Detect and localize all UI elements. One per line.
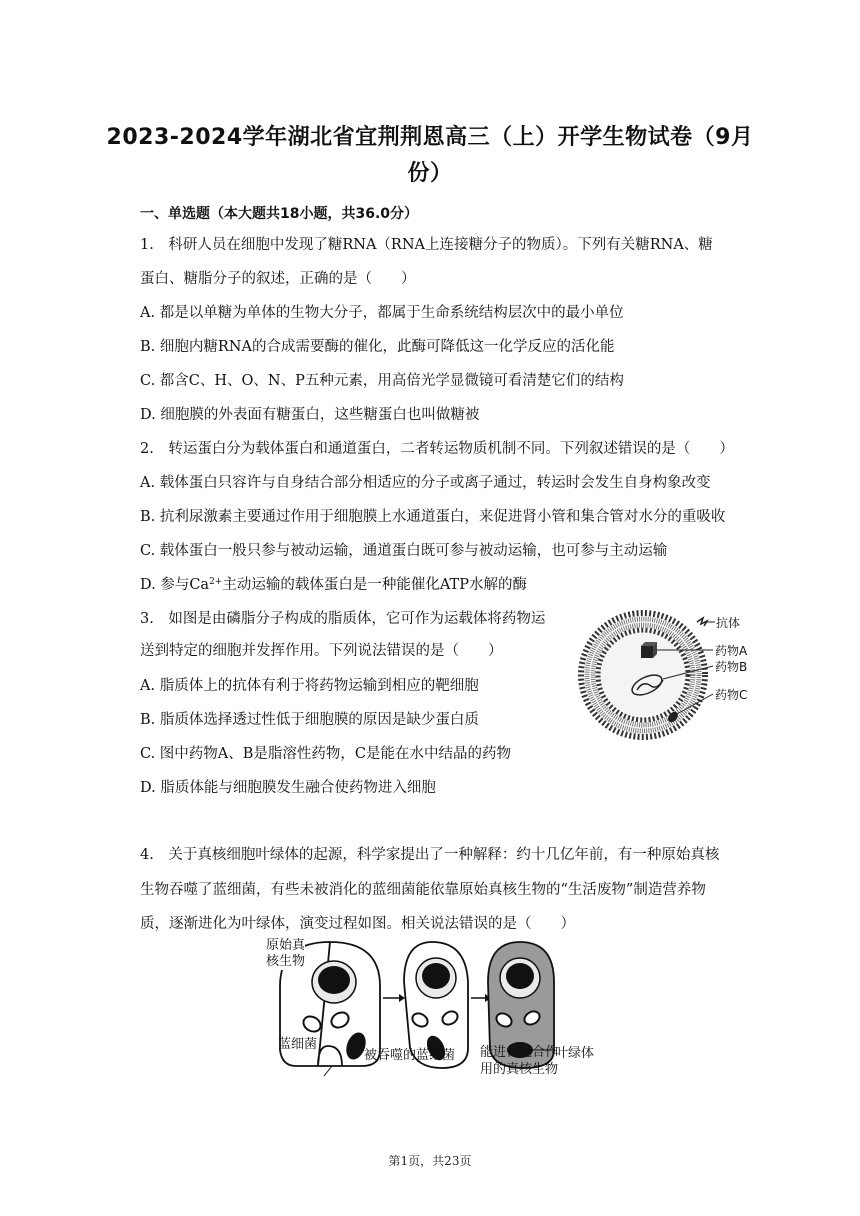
question-4-stem-line-2: 生物吞噬了蓝细菌，有些未被消化的蓝细菌能依靠原始真核生物的“生活废物”制造营养物 — [140, 882, 706, 898]
question-3-option-c: C. 图中药物A、B是脂溶性药物，C是能在水中结晶的药物 — [140, 746, 512, 762]
question-3-stem-line-1: 3. 如图是由磷脂分子构成的脂质体，它可作为运载体将药物运 — [140, 611, 546, 627]
question-2-option-b: B. 抗利尿激素主要通过作用于细胞膜上水通道蛋白，来促进肾小管和集合管对水分的重吸收 — [140, 509, 726, 525]
label-primitive-eukaryote-line-1: 原始真 — [266, 938, 306, 953]
label-photosynthetic-eukaryote-line-2: 用的真核生物 — [480, 1062, 559, 1077]
page-title-line-1: 2023-2024学年湖北省宜荆荆恩高三（上）开学生物试卷（9月 — [106, 125, 754, 150]
question-2-option-d-text: D. 参与Ca — [140, 577, 210, 593]
question-2-option-a: A. 载体蛋白只容许与自身结合部分相适应的分子或离子通过，转运时会发生自身构象改变 — [140, 475, 711, 491]
question-3-option-b: B. 脂质体选择透过性低于细胞膜的原因是缺少蛋白质 — [140, 712, 479, 728]
question-1-stem-line-2: 蛋白、糖脂分子的叙述，正确的是（ ） — [140, 271, 416, 287]
calcium-charge-superscript: 2+ — [209, 577, 223, 587]
question-1-option-c: C. 都含C、H、O、N、P五种元素，用高倍光学显微镜可看清楚它们的结构 — [140, 373, 624, 389]
question-3-option-a: A. 脂质体上的抗体有利于将药物运输到相应的靶细胞 — [140, 678, 479, 694]
label-primitive-eukaryote — [266, 938, 305, 970]
question-3-option-d: D. 脂质体能与细胞膜发生融合使药物进入细胞 — [140, 780, 436, 796]
question-2-option-d-text-rest: 主动运输的载体蛋白是一种能催化ATP水解的酶 — [222, 577, 527, 593]
label-chloroplast: 叶绿体 — [555, 1046, 595, 1061]
label-photosynthetic-eukaryote — [480, 1044, 558, 1078]
question-1-option-a: A. 都是以单糖为单体的生物大分子，都属于生命系统结构层次中的最小单位 — [140, 305, 624, 321]
question-4-stem-line-3: 质，逐渐进化为叶绿体，演变过程如图。相关说法错误的是（ ） — [140, 916, 575, 932]
question-2-stem: 2. 转运蛋白分为载体蛋白和通道蛋白，二者转运物质机制不同。下列叙述错误的是（ ） — [140, 441, 734, 457]
antibody-icon — [697, 618, 707, 626]
inner-membrane-heads — [598, 630, 688, 720]
label-photosynthetic-eukaryote-line-1: 能进行光合作 — [480, 1045, 559, 1060]
question-1-option-d: D. 细胞膜的外表面有糖蛋白，这些糖蛋白也叫做糖被 — [140, 407, 480, 423]
question-3-stem-line-2: 送到特定的细胞并发挥作用。下列说法错误的是（ ） — [140, 643, 503, 659]
question-4-stem-line-1: 4. 关于真核细胞叶绿体的起源，科学家提出了一种解释：约十几亿年前，有一种原始真核 — [140, 847, 720, 863]
label-drug-c: 药物C — [715, 688, 748, 702]
label-drug-a: 药物A — [715, 644, 748, 658]
label-antibody: 抗体 — [716, 616, 741, 630]
label-engulfed-cyanobacteria: 被吞噬的蓝细菌 — [364, 1048, 456, 1063]
drug-a-shape — [641, 642, 657, 658]
page-footer: 第1页，共23页 — [388, 1154, 472, 1168]
question-1-option-b: B. 细胞内糖RNA的合成需要酶的催化，此酶可降低这一化学反应的活化能 — [140, 339, 615, 355]
page-title-line-2: 份） — [407, 161, 453, 186]
section-header: 一、单选题（本大题共18小题，共36.0分） — [140, 206, 419, 222]
label-cyanobacteria: 蓝细菌 — [278, 1037, 318, 1052]
label-primitive-eukaryote-line-2: 核生物 — [266, 954, 306, 969]
question-2-option-c: C. 载体蛋白一般只参与被动运输，通道蛋白既可参与被动运输，也可参与主动运输 — [140, 543, 668, 559]
label-drug-b: 药物B — [715, 660, 748, 674]
question-2-option-d — [140, 575, 527, 595]
liposome-figure — [565, 608, 780, 743]
question-1-stem-line-1: 1. 科研人员在细胞中发现了糖RNA（RNA上连接糖分子的物质）。下列有关糖RNA、糖 — [140, 237, 713, 253]
